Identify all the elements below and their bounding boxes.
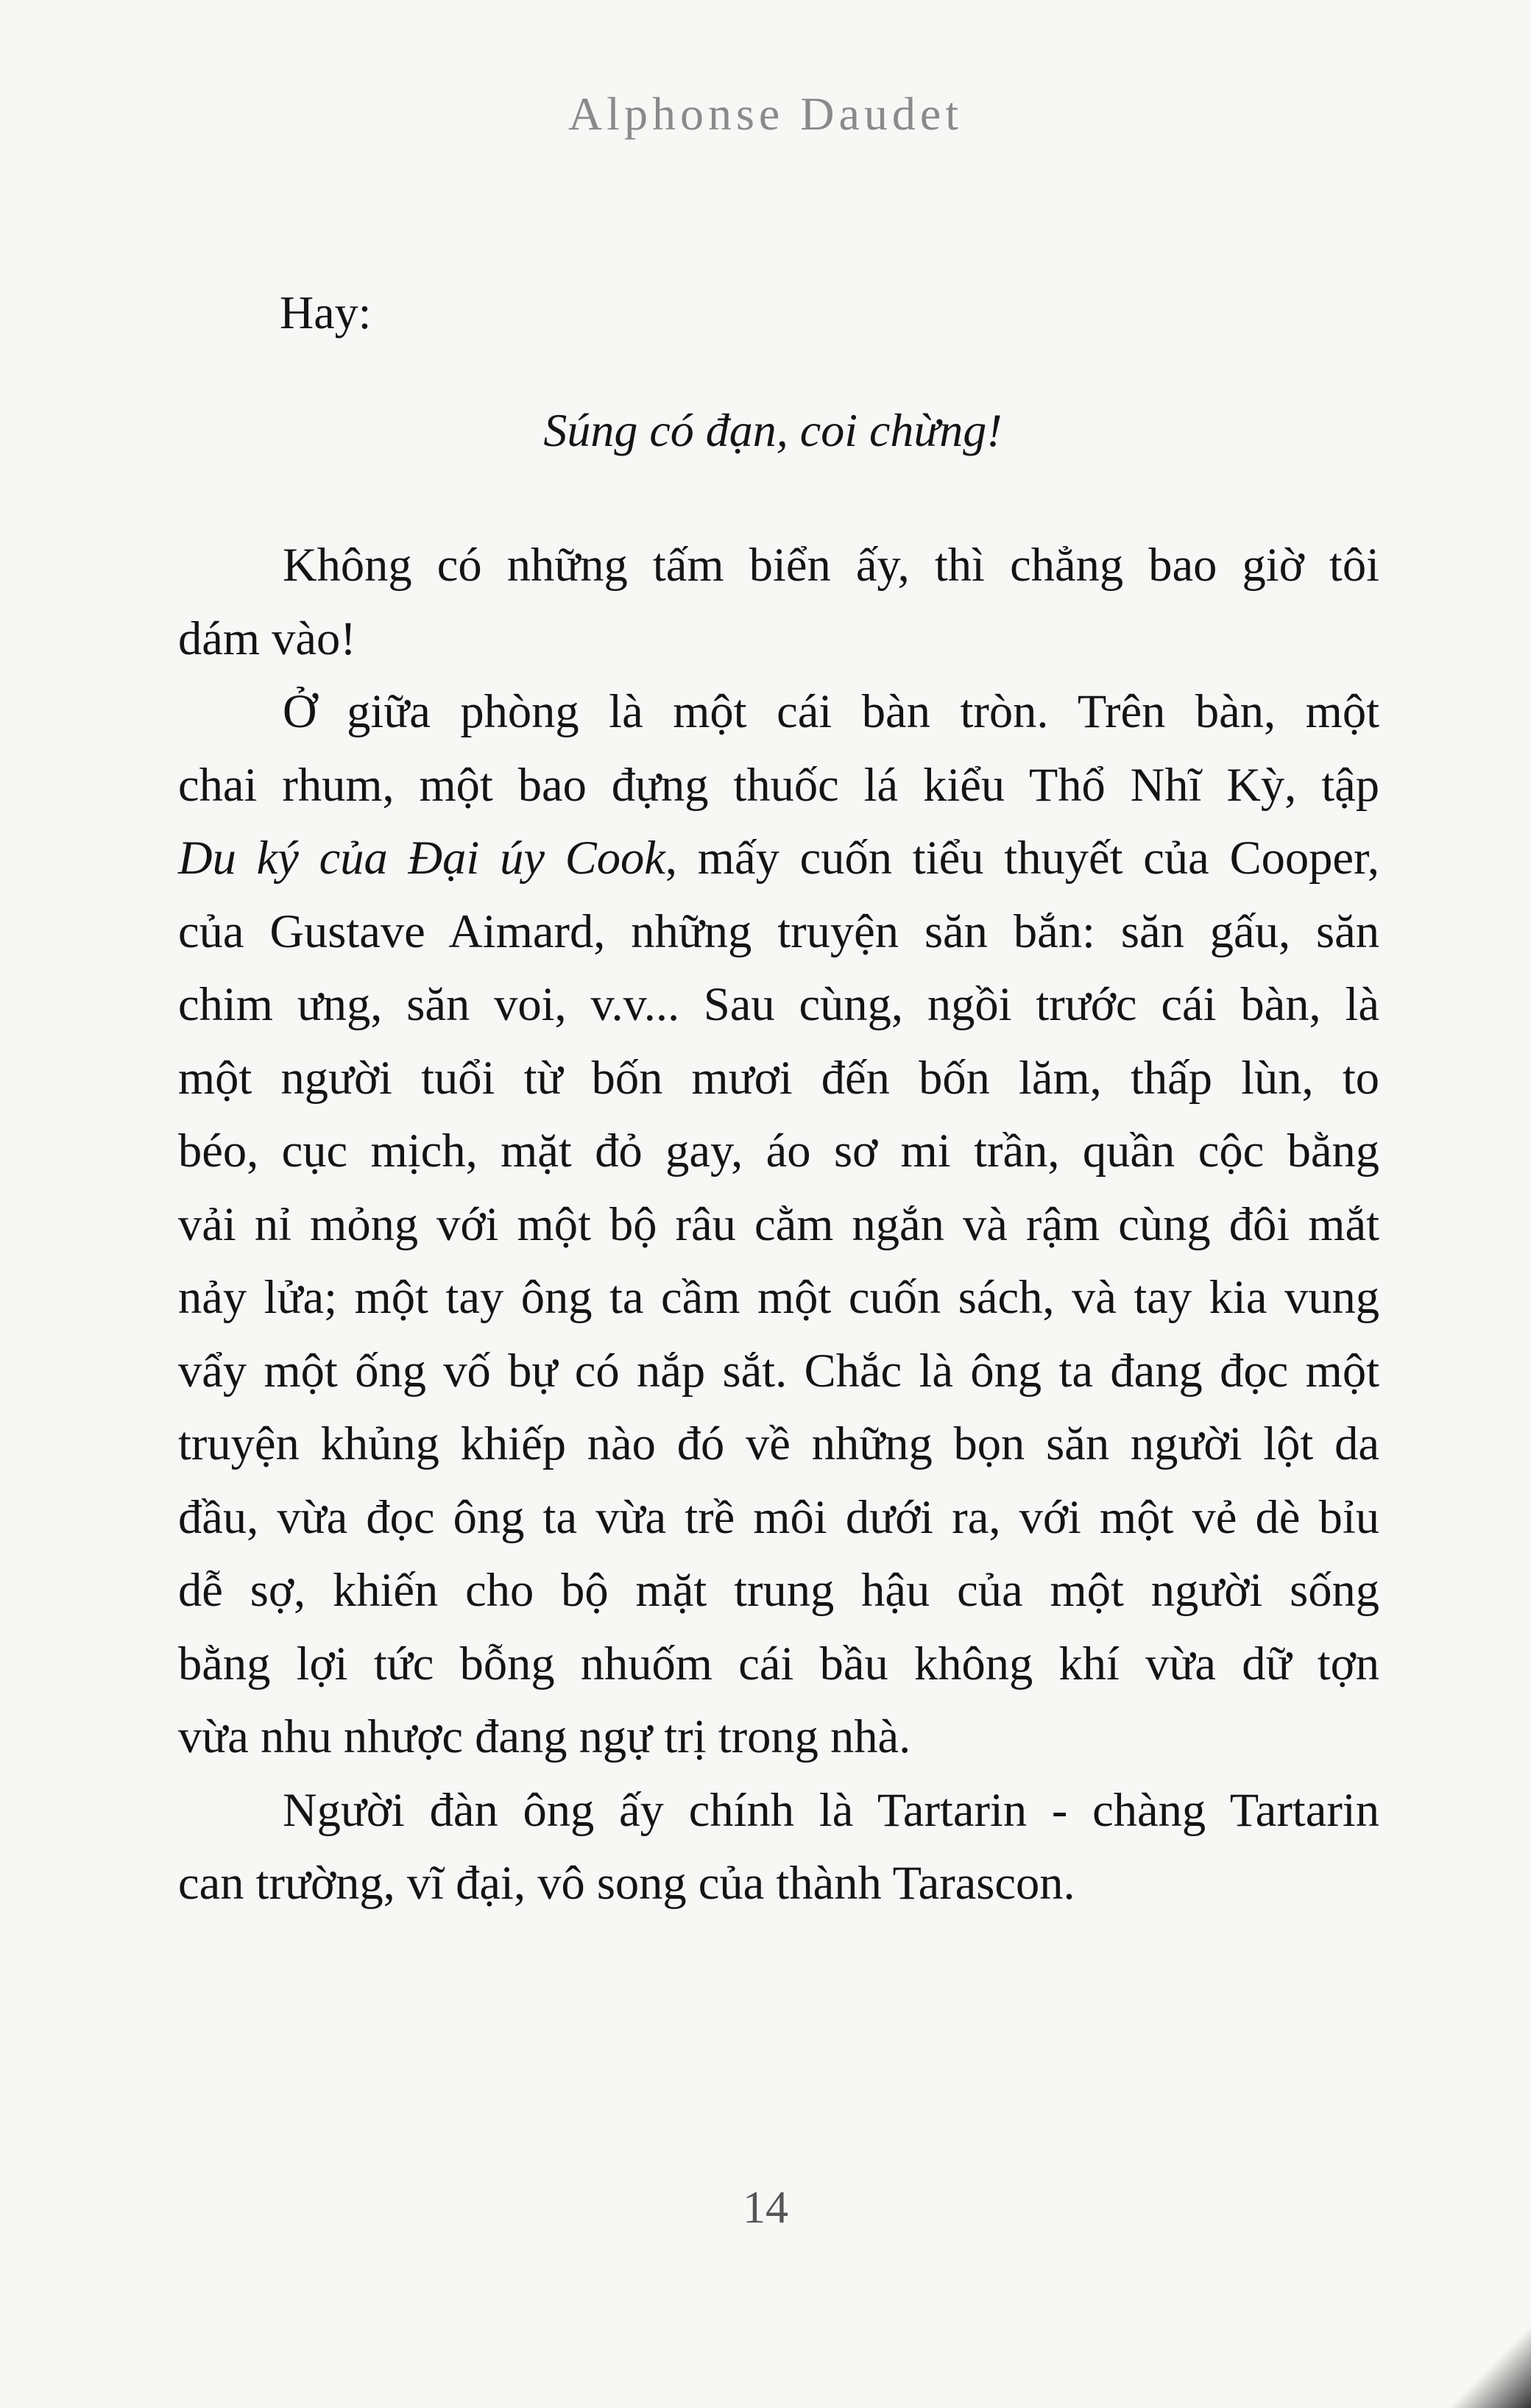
text-line: truyện khủng khiếp nào đó về những bọn săn người lột da [178,1417,1379,1470]
text-line: vẩy một ống vố bự có nắp sắt. Chắc là ông ta đang đọc một [178,1344,1379,1397]
text-line: một người tuổi từ bốn mươi đến bốn lăm, thấp lùn, to [178,1051,1379,1104]
text-line: nảy lửa; một tay ông ta cầm một cuốn sách, và tay kia vung [178,1271,1379,1323]
paragraph-2 [178,675,1379,1774]
text-line: dám vào! [178,612,356,665]
text-line: bằng lợi tức bỗng nhuốm cái bầu không khí vừa dữ tợn [178,1637,1379,1690]
text-line: Ở giữa phòng là một cái bàn tròn. Trên bàn, một [283,685,1379,737]
text-line: Không có những tấm biển ấy, thì chẳng bao giờ tôi [283,539,1379,591]
text-line: của Gustave Aimard, những truyện săn bắn: săn gấu, săn [178,904,1379,957]
text-line [178,821,1379,895]
text-line: vừa nhu nhược đang ngự trị trong nhà. [178,1710,911,1763]
page-number: 14 [743,2183,788,2233]
sign-quote: Súng có đạn, coi chừng! [543,404,1003,456]
intro-label: Hay: [280,286,372,339]
body-text [178,528,1379,1920]
text-line: chim ưng, săn voi, v.v... Sau cùng, ngồi trước cái bàn, là [178,978,1379,1030]
text-line: vải nỉ mỏng với một bộ râu cằm ngắn và rậm cùng đôi mắt [178,1197,1379,1250]
text-line: dễ sợ, khiến cho bộ mặt trung hậu của một người sống [178,1564,1379,1616]
text-fragment: , mấy cuốn tiểu thuyết của Cooper, [665,832,1380,884]
paragraph-3 [178,1774,1379,1920]
text-line: đầu, vừa đọc ông ta vừa trề môi dưới ra, với một vẻ dè bỉu [178,1490,1379,1543]
text-line: can trường, vĩ đại, vô song của thành Tarascon. [178,1857,1075,1909]
running-header-author: Alphonse Daudet [568,88,963,140]
text-line: béo, cục mịch, mặt đỏ gay, áo sơ mi trần, quần cộc bằng [178,1125,1379,1177]
page-corner-shadow [1443,2312,1531,2408]
text-line: chai rhum, một bao đựng thuốc lá kiểu Thổ Nhĩ Kỳ, tập [178,758,1379,811]
book-title-italic: Du ký của Đại úy Cook [178,832,665,884]
paragraph-1 [178,528,1379,675]
text-line: Người đàn ông ấy chính là Tartarin - chàng Tartarin [283,1783,1379,1836]
